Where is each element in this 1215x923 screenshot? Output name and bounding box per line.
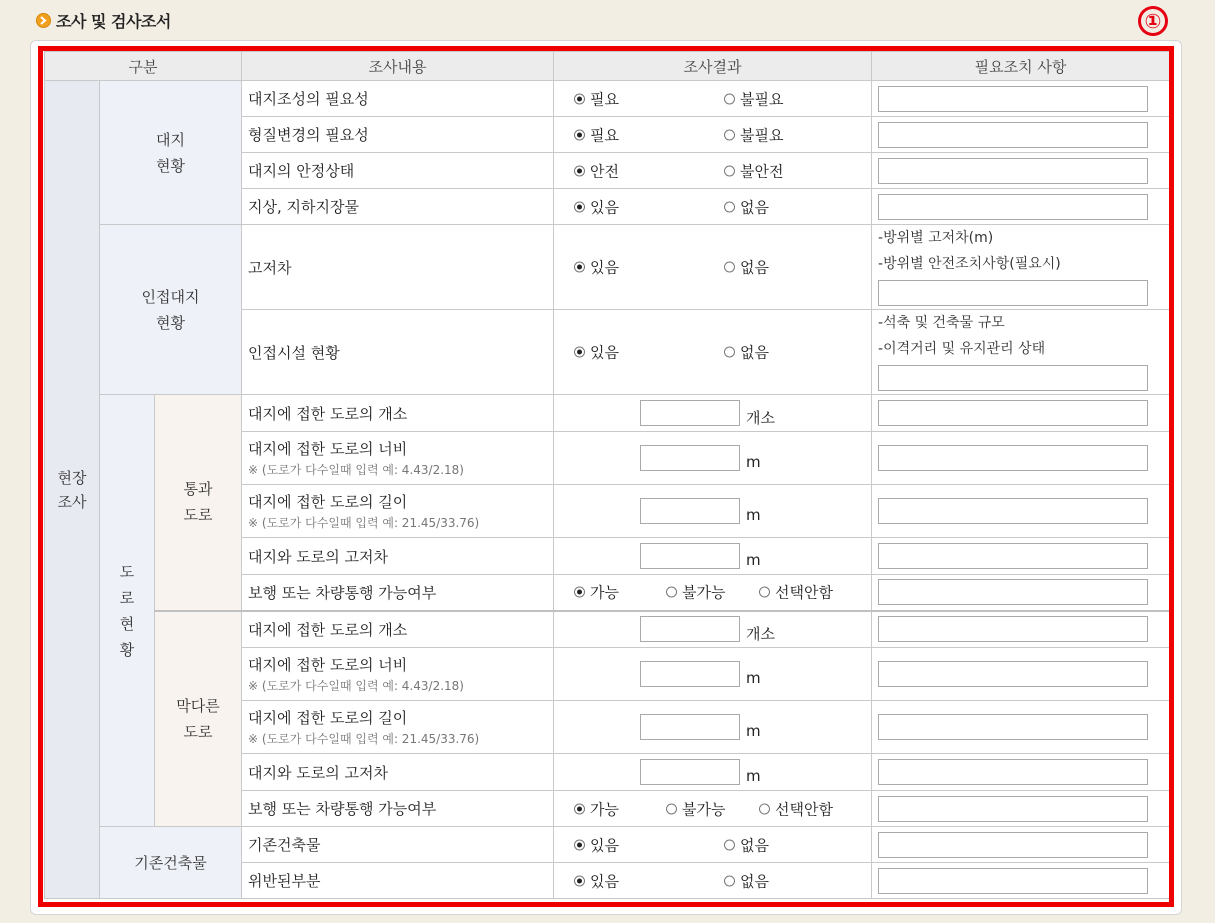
number-field-cell	[554, 538, 872, 575]
item-label: 대지와 도로의 고저차	[242, 754, 554, 791]
action-cell	[872, 189, 1170, 225]
count-input[interactable]	[640, 616, 740, 642]
action-input[interactable]	[878, 365, 1148, 391]
table-row	[45, 225, 1170, 310]
radio-dot-icon	[574, 129, 585, 140]
radio-unsafe[interactable]: 불안전	[724, 160, 783, 181]
radio-no[interactable]: 없음	[724, 196, 769, 217]
item-label: 인접시설 현황	[242, 310, 554, 395]
radio-dot-icon	[574, 347, 585, 358]
action-input[interactable]	[878, 579, 1148, 605]
action-input[interactable]	[878, 543, 1148, 569]
item-label: 형질변경의 필요성	[242, 117, 554, 153]
radio-no-need[interactable]: 불필요	[724, 88, 783, 109]
action-cell	[872, 754, 1170, 791]
radio-group	[554, 225, 872, 310]
hint-text: -석축 및 건축물 규모	[878, 315, 1005, 331]
number-field: 개소	[640, 400, 775, 426]
height-diff-input[interactable]	[640, 759, 740, 785]
radio-possible[interactable]: 가능	[574, 798, 619, 819]
radio-dot-icon	[666, 587, 677, 598]
inspection-table	[44, 51, 1170, 899]
number-field: m	[640, 759, 761, 785]
radio-need[interactable]: 필요	[574, 124, 619, 145]
action-cell	[872, 117, 1170, 153]
radio-group	[554, 117, 872, 153]
action-input[interactable]	[878, 498, 1148, 524]
group-site-survey: 현장 조사	[45, 81, 100, 899]
radio-yes[interactable]: 있음	[574, 196, 619, 217]
number-field-cell	[554, 395, 872, 432]
radio-group	[554, 863, 872, 899]
item-label: 보행 또는 차량통행 가능여부	[242, 575, 554, 611]
radio-group	[554, 827, 872, 863]
action-input[interactable]	[878, 832, 1148, 858]
radio-yes[interactable]: 있음	[574, 342, 619, 363]
item-label: 대지에 접한 도로의 개소	[242, 395, 554, 432]
radio-dot-icon	[574, 803, 585, 814]
radio-group	[554, 791, 872, 827]
action-input[interactable]	[878, 868, 1148, 894]
subgroup-adjacent-site: 인접대지 현황	[100, 225, 242, 395]
radio-group	[554, 189, 872, 225]
item-label: 보행 또는 차량통행 가능여부	[242, 791, 554, 827]
radio-possible[interactable]: 가능	[574, 582, 619, 603]
width-input[interactable]	[640, 445, 740, 471]
length-input[interactable]	[640, 714, 740, 740]
radio-dot-icon	[724, 875, 735, 886]
action-input[interactable]	[878, 400, 1148, 426]
count-input[interactable]	[640, 400, 740, 426]
radio-dot-icon	[759, 587, 770, 598]
subgroup-dead-end-road: 막다른 도로	[155, 611, 242, 827]
input-note: ※ (도로가 다수일때 입력 예: 21.45/33.76)	[248, 516, 480, 530]
radio-no[interactable]: 없음	[724, 870, 769, 891]
radio-safe[interactable]: 안전	[574, 160, 619, 181]
radio-yes[interactable]: 있음	[574, 257, 619, 278]
width-input[interactable]	[640, 661, 740, 687]
action-input[interactable]	[878, 445, 1148, 471]
radio-need[interactable]: 필요	[574, 88, 619, 109]
subgroup-site-status: 대지 현황	[100, 81, 242, 225]
header-content: 조사내용	[242, 52, 554, 81]
number-field: m	[640, 714, 761, 740]
length-input[interactable]	[640, 498, 740, 524]
header-row	[45, 52, 1170, 81]
input-note: ※ (도로가 다수일때 입력 예: 21.45/33.76)	[248, 732, 480, 746]
item-label: 대지에 접한 도로의 길이 ※ (도로가 다수일때 입력 예: 21.45/33.76)	[242, 701, 554, 754]
radio-dot-icon	[724, 201, 735, 212]
radio-dot-icon	[724, 165, 735, 176]
radio-dot-icon	[574, 262, 585, 273]
header-result: 조사결과	[554, 52, 872, 81]
action-input[interactable]	[878, 280, 1148, 306]
number-field-cell	[554, 432, 872, 485]
section-title-row	[36, 8, 171, 32]
radio-dot-icon	[759, 803, 770, 814]
radio-group	[554, 81, 872, 117]
action-input[interactable]	[878, 158, 1148, 184]
radio-dot-icon	[574, 201, 585, 212]
radio-impossible[interactable]: 불가능	[666, 798, 725, 819]
radio-dot-icon	[574, 875, 585, 886]
hint-text: -방위별 고저차(m)	[878, 230, 994, 246]
number-field-cell	[554, 648, 872, 701]
radio-dot-icon	[574, 165, 585, 176]
action-cell	[872, 485, 1170, 538]
action-cell	[872, 701, 1170, 754]
section-title: 조사 및 검사조서	[56, 11, 171, 31]
radio-group	[554, 310, 872, 395]
action-cell	[872, 827, 1170, 863]
number-field: m	[640, 543, 761, 569]
number-field-cell	[554, 754, 872, 791]
hint-text: -방위별 안전조치사항(필요시)	[878, 256, 1061, 272]
height-diff-input[interactable]	[640, 543, 740, 569]
action-cell	[872, 648, 1170, 701]
annotation-marker: ①	[1138, 6, 1168, 36]
item-label: 기존건축물	[242, 827, 554, 863]
action-cell	[872, 310, 1170, 395]
action-cell	[872, 575, 1170, 611]
radio-yes[interactable]: 있음	[574, 870, 619, 891]
action-input[interactable]	[878, 796, 1148, 822]
action-input[interactable]	[878, 661, 1148, 687]
action-cell	[872, 153, 1170, 189]
radio-dot-icon	[574, 587, 585, 598]
table-row	[45, 395, 1170, 432]
radio-not-selected[interactable]: 선택안함	[759, 798, 833, 819]
item-label: 지상, 지하지장물	[242, 189, 554, 225]
item-label: 대지와 도로의 고저차	[242, 538, 554, 575]
radio-yes[interactable]: 있음	[574, 834, 619, 855]
number-field-cell	[554, 701, 872, 754]
table-row	[45, 611, 1170, 648]
radio-not-selected[interactable]: 선택안함	[759, 582, 833, 603]
hint-text: -이격거리 및 유지관리 상태	[878, 341, 1046, 357]
action-cell	[872, 538, 1170, 575]
table-row	[45, 81, 1170, 117]
radio-no[interactable]: 없음	[724, 257, 769, 278]
item-label: 대지에 접한 도로의 너비 ※ (도로가 다수일때 입력 예: 4.43/2.18)	[242, 432, 554, 485]
action-input[interactable]	[878, 86, 1148, 112]
table-row	[45, 827, 1170, 863]
subgroup-through-road: 통과 도로	[155, 395, 242, 611]
action-input[interactable]	[878, 122, 1148, 148]
action-cell	[872, 395, 1170, 432]
action-cell	[872, 225, 1170, 310]
radio-impossible[interactable]: 불가능	[666, 582, 725, 603]
number-field: m	[640, 445, 761, 471]
action-cell	[872, 81, 1170, 117]
radio-no[interactable]: 없음	[724, 834, 769, 855]
number-field-cell	[554, 485, 872, 538]
radio-dot-icon	[724, 839, 735, 850]
action-input[interactable]	[878, 616, 1148, 642]
arrow-bullet-icon	[36, 13, 51, 28]
number-field-cell	[554, 611, 872, 648]
radio-dot-icon	[666, 803, 677, 814]
radio-dot-icon	[724, 129, 735, 140]
input-note: ※ (도로가 다수일때 입력 예: 4.43/2.18)	[248, 463, 464, 477]
radio-dot-icon	[724, 262, 735, 273]
radio-group	[554, 575, 872, 611]
item-label: 위반된부분	[242, 863, 554, 899]
item-label: 대지에 접한 도로의 개소	[242, 611, 554, 648]
radio-dot-icon	[724, 347, 735, 358]
input-note: ※ (도로가 다수일때 입력 예: 4.43/2.18)	[248, 679, 464, 693]
radio-dot-icon	[724, 93, 735, 104]
item-label: 대지의 안정상태	[242, 153, 554, 189]
action-input[interactable]	[878, 194, 1148, 220]
header-action: 필요조치 사항	[872, 52, 1170, 81]
action-input[interactable]	[878, 759, 1148, 785]
action-cell	[872, 863, 1170, 899]
item-label: 고저차	[242, 225, 554, 310]
radio-no-need[interactable]: 불필요	[724, 124, 783, 145]
action-input[interactable]	[878, 714, 1148, 740]
action-cell	[872, 611, 1170, 648]
action-cell	[872, 791, 1170, 827]
item-label: 대지에 접한 도로의 길이 ※ (도로가 다수일때 입력 예: 21.45/33.76)	[242, 485, 554, 538]
radio-group	[554, 153, 872, 189]
number-field: m	[640, 661, 761, 687]
number-field: 개소	[640, 616, 775, 642]
subgroup-road-status: 도 로 현 황	[100, 395, 155, 827]
radio-no[interactable]: 없음	[724, 342, 769, 363]
radio-dot-icon	[574, 93, 585, 104]
radio-dot-icon	[574, 839, 585, 850]
header-category: 구분	[45, 52, 242, 81]
item-label: 대지에 접한 도로의 너비 ※ (도로가 다수일때 입력 예: 4.43/2.18)	[242, 648, 554, 701]
item-label: 대지조성의 필요성	[242, 81, 554, 117]
action-cell	[872, 432, 1170, 485]
subgroup-existing-building: 기존건축물	[100, 827, 242, 899]
number-field: m	[640, 498, 761, 524]
